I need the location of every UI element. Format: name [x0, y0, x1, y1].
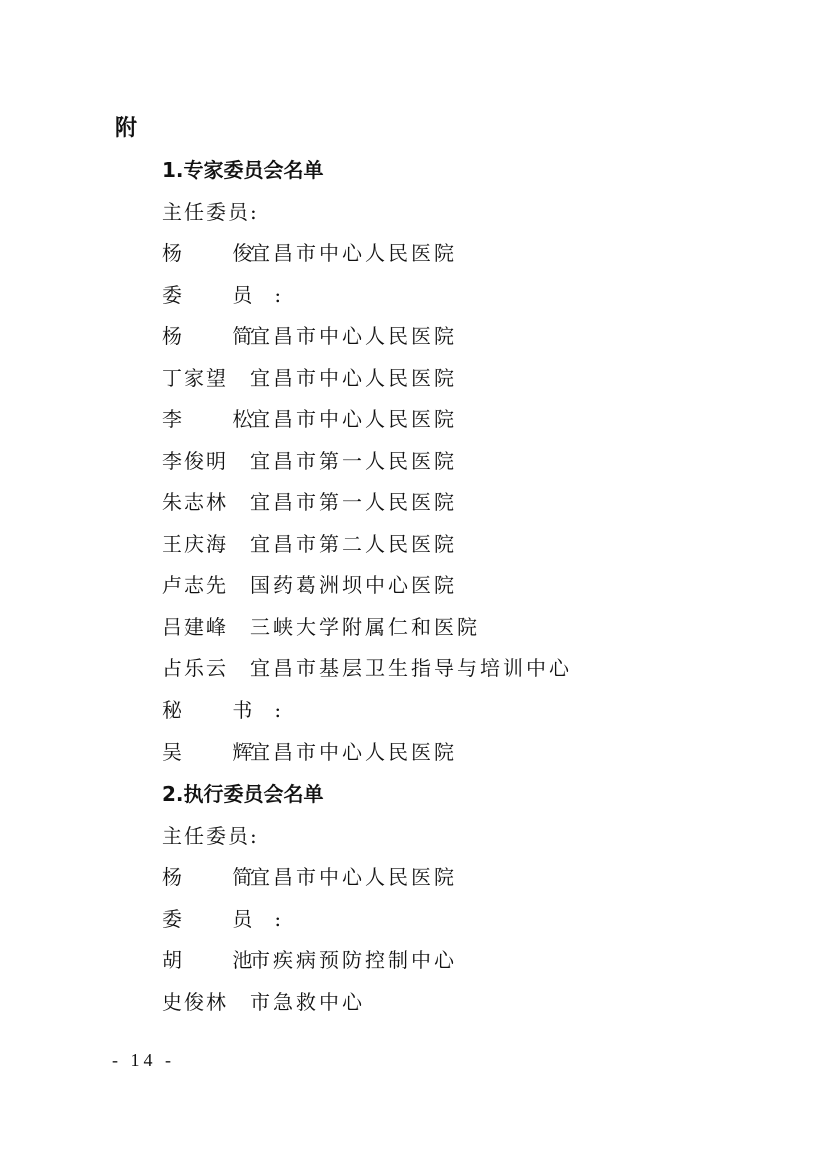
organization: 市急救中心 — [250, 990, 365, 1014]
person-name: 杨 俊 — [162, 241, 275, 265]
organization: 宜昌市第一人民医院 — [250, 490, 457, 514]
person-name: 李俊明 — [162, 449, 228, 473]
person-name: 吴 辉 — [162, 740, 275, 764]
person-name: 王庆海 — [162, 532, 228, 556]
person-name: 丁家望 — [162, 366, 228, 390]
person-name: 胡 池 — [162, 948, 275, 972]
member-row — [162, 569, 457, 601]
person-name: 杨 简 — [162, 865, 275, 889]
organization: 国药葛洲坝中心医院 — [250, 573, 457, 597]
organization: 宜昌市中心人民医院 — [250, 740, 457, 764]
section1-chair-label: 主任委员: — [162, 200, 257, 224]
section1-members-label: 委 员: — [162, 283, 282, 307]
member-row — [162, 403, 457, 435]
member-row — [162, 445, 457, 477]
organization: 市疾病预防控制中心 — [250, 948, 457, 972]
section2-title: 2.执行委员会名单 — [162, 782, 324, 806]
organization: 宜昌市中心人民医院 — [250, 407, 457, 431]
member-row — [162, 986, 365, 1018]
member-row — [162, 944, 457, 976]
organization: 宜昌市第一人民医院 — [250, 449, 457, 473]
organization: 宜昌市中心人民医院 — [250, 865, 457, 889]
person-name: 占乐云 — [162, 656, 228, 680]
person-name: 朱志林 — [162, 490, 228, 514]
attachment-label: 附 — [115, 116, 138, 141]
person-name: 史俊林 — [162, 990, 228, 1014]
section2-chair-label: 主任委员: — [162, 824, 257, 848]
organization: 宜昌市中心人民医院 — [250, 366, 457, 390]
organization: 宜昌市中心人民医院 — [250, 241, 457, 265]
section2-chair-row — [162, 861, 457, 893]
section1-secretary-label: 秘 书: — [162, 698, 282, 722]
member-row — [162, 362, 457, 394]
member-row — [162, 486, 457, 518]
member-row — [162, 320, 457, 352]
section2-members-label: 委 员: — [162, 907, 282, 931]
person-name: 李 松 — [162, 407, 275, 431]
organization: 宜昌市中心人民医院 — [250, 324, 457, 348]
member-row — [162, 528, 457, 560]
secretary-row — [162, 736, 457, 768]
member-row — [162, 652, 572, 684]
page-number: - 14 - — [112, 1050, 175, 1070]
organization: 宜昌市基层卫生指导与培训中心 — [250, 656, 572, 680]
section1-title: 1.专家委员会名单 — [162, 158, 324, 182]
member-row — [162, 611, 480, 643]
person-name: 杨 简 — [162, 324, 275, 348]
section1-chair-row — [162, 237, 457, 269]
organization: 三峡大学附属仁和医院 — [250, 615, 480, 639]
person-name: 吕建峰 — [162, 615, 228, 639]
person-name: 卢志先 — [162, 573, 228, 597]
organization: 宜昌市第二人民医院 — [250, 532, 457, 556]
